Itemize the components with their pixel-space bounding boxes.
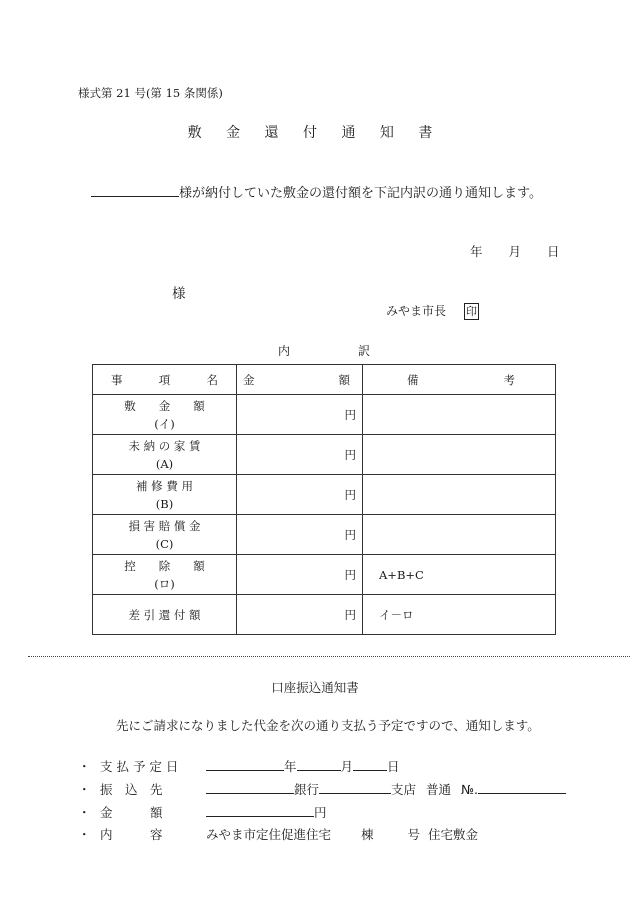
header-item: 事 項 名 xyxy=(93,365,237,395)
breakdown-table xyxy=(92,364,556,635)
table-row xyxy=(93,435,556,475)
transfer-notice: 先にご請求になりました代金を次の通り支払う予定ですので、通知します。 xyxy=(116,718,540,733)
account-number-blank[interactable] xyxy=(478,781,566,794)
table-row xyxy=(93,395,556,435)
row-name: 未 納 の 家 賃 (A) xyxy=(93,435,237,475)
table-row xyxy=(93,475,556,515)
table-header-row xyxy=(93,365,556,395)
row-remarks[interactable] xyxy=(363,515,556,555)
breakdown-left: 内 xyxy=(278,344,291,358)
row-amount[interactable]: 円 xyxy=(237,435,363,475)
issue-date xyxy=(470,242,560,260)
day-label: 日 xyxy=(547,244,560,259)
month-blank[interactable] xyxy=(297,758,341,771)
content-label: 内 容 xyxy=(100,827,163,842)
row-name: 敷 金 額 (イ) xyxy=(93,395,237,435)
issuer-name: みやま市長 xyxy=(386,304,447,318)
amount-line: ・ 金 額 円 xyxy=(78,805,327,820)
row-remarks[interactable] xyxy=(363,435,556,475)
addressee-suffix: 様 xyxy=(172,286,186,302)
cut-line xyxy=(28,656,630,657)
payment-date-line: ・ 支 払 予 定 日 年 月 日 xyxy=(78,759,400,774)
name-blank[interactable] xyxy=(91,184,179,197)
transfer-to-label: 振 込 先 xyxy=(100,782,163,797)
seal-stamp: 印 xyxy=(466,305,478,318)
header-remarks: 備 考 xyxy=(363,365,556,395)
table-row xyxy=(93,555,556,595)
branch-blank[interactable] xyxy=(319,781,391,794)
row-amount[interactable]: 円 xyxy=(237,395,363,435)
row-name: 差 引 還 付 額 xyxy=(93,595,237,635)
row-amount[interactable]: 円 xyxy=(237,555,363,595)
row-amount[interactable]: 円 xyxy=(237,595,363,635)
transfer-title: 口座振込通知書 xyxy=(271,680,359,695)
breakdown-heading xyxy=(278,342,370,359)
amount-label: 金 額 xyxy=(100,805,163,820)
row-name: 損 害 賠 償 金 (C) xyxy=(93,515,237,555)
payment-date-label: 支 払 予 定 日 xyxy=(100,759,179,774)
breakdown-right: 訳 xyxy=(358,344,371,358)
form-number: 様式第 21 号(第 15 条関係) xyxy=(78,86,223,100)
table-row xyxy=(93,515,556,555)
row-amount[interactable]: 円 xyxy=(237,475,363,515)
table-row xyxy=(93,595,556,635)
intro-text: 様が納付していた敷金の還付額を下記内訳の通り通知します。 xyxy=(179,186,542,201)
bank-blank[interactable] xyxy=(206,781,294,794)
year-label: 年 xyxy=(470,244,483,259)
intro-line xyxy=(91,182,542,201)
row-amount[interactable]: 円 xyxy=(237,515,363,555)
transfer-to-line: ・ 振 込 先 銀行 支店 普通 №. xyxy=(78,780,566,798)
row-name: 控 除 額 (ロ) xyxy=(93,555,237,595)
row-remarks[interactable] xyxy=(363,475,556,515)
row-remarks[interactable] xyxy=(363,395,556,435)
row-remarks[interactable]: A+B+C xyxy=(363,555,556,595)
row-remarks[interactable]: イ－ロ xyxy=(363,595,556,635)
row-name: 補 修 費 用 (B) xyxy=(93,475,237,515)
year-blank[interactable] xyxy=(206,758,284,771)
issuer-line xyxy=(386,302,479,320)
amount-blank[interactable] xyxy=(206,804,314,817)
day-blank[interactable] xyxy=(353,758,387,771)
content-line: ・ 内 容 みやま市定住促進住宅 棟 号 住宅敷金 xyxy=(78,827,479,842)
month-label: 月 xyxy=(508,244,522,259)
header-amount: 金 額 xyxy=(237,365,363,395)
document-title: 敷 金 還 付 通 知 書 xyxy=(187,125,443,141)
